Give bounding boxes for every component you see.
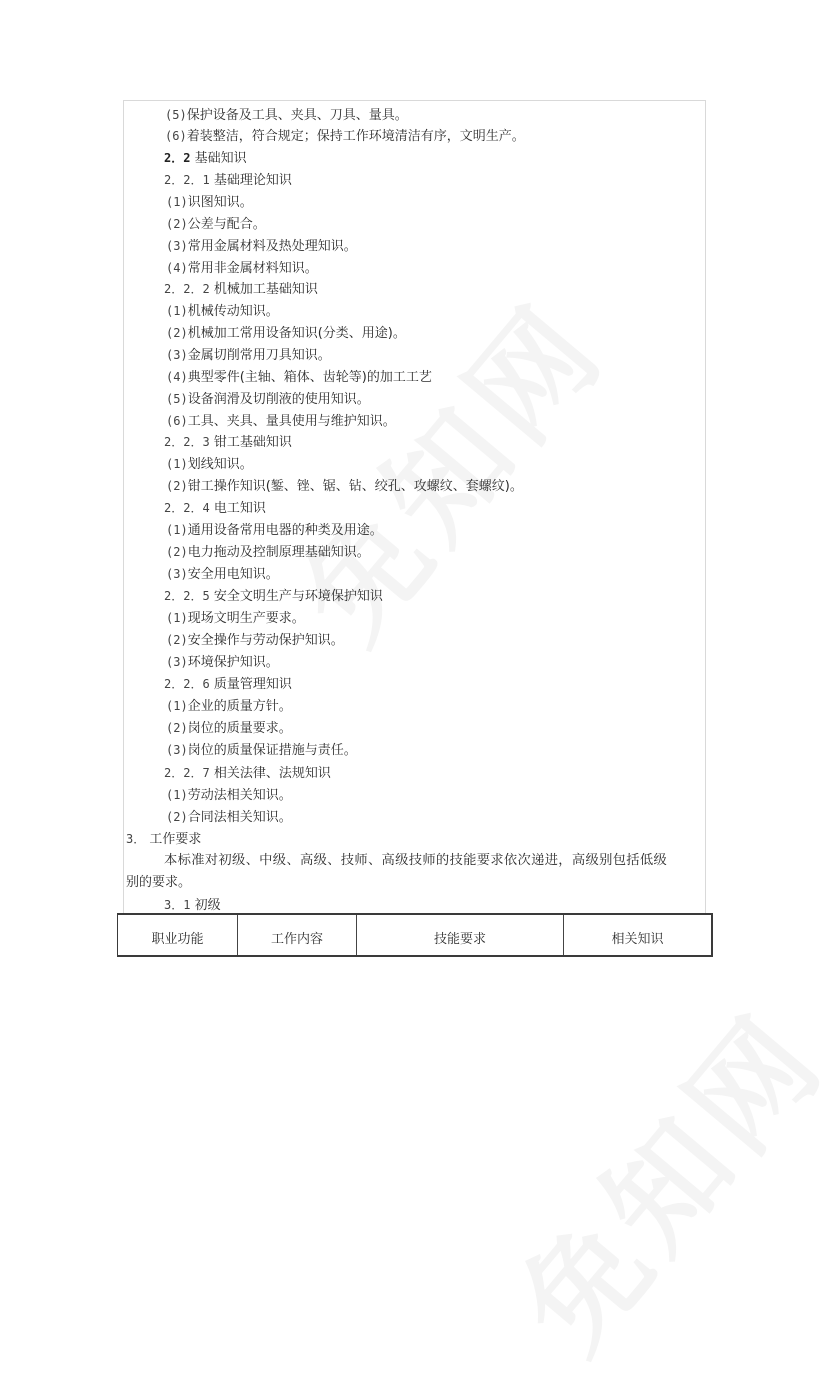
list-item: (2)安全操作与劳动保护知识。 [166,633,344,648]
paragraph-continuation: 别的要求。 [126,875,192,890]
subsection-heading: 2．2．2 机械加工基础知识 [164,282,318,297]
watermark [474,971,830,1380]
list-item: (2)钳工操作知识(錾、锉、锯、钻、绞孔、攻螺纹、套螺纹)。 [166,479,523,494]
list-item: (2)机械加工常用设备知识(分类、用途)。 [166,326,406,341]
section-heading: 3． 工作要求 [126,832,202,847]
list-item: (2)公差与配合。 [166,217,266,232]
subsection-heading: 2．2．5 安全文明生产与环境保护知识 [164,589,383,604]
table-header-cell: 职业功能 [118,915,238,955]
table-header-cell: 相关知识 [611,931,664,947]
list-item: (1)机械传动知识。 [166,304,279,319]
subsection-heading: 2．2．4 电工知识 [164,501,266,516]
list-item: (5)设备润滑及切削液的使用知识。 [166,392,370,407]
list-item: (1)识图知识。 [166,195,253,210]
section-heading: 2．2 基础知识 [164,151,247,166]
list-item: (5)保护设备及工具、夹具、刀具、量具。 [165,108,408,123]
list-item: (3)金属切削常用刀具知识。 [166,348,331,363]
list-item: (3)岗位的质量保证措施与责任。 [166,743,357,758]
list-item: (3)环境保护知识。 [166,655,279,670]
subsection-heading: 2．2．3 钳工基础知识 [164,435,292,450]
skills-table [117,913,713,957]
list-item: (1)企业的质量方针。 [166,699,292,714]
list-item: (6)工具、夹具、量具使用与维护知识。 [166,414,396,429]
list-item: (2)电力拖动及控制原理基础知识。 [166,545,370,560]
list-item: (1)划线知识。 [166,457,253,472]
subsection-heading: 2．2．6 质量管理知识 [164,677,292,692]
list-item: (4)典型零件(主轴、箱体、齿轮等)的加工工艺 [166,370,432,385]
table-header-cell: 工作内容 [238,915,357,955]
list-item: (2)岗位的质量要求。 [166,721,292,736]
subsection-heading: 2．2．7 相关法律、法规知识 [164,766,331,781]
subsection-heading: 3．1 初级 [164,898,221,913]
paragraph: 本标准对初级、中级、高级、技师、高级技师的技能要求依次递进，高级别包括低级 [164,853,668,868]
list-item: (6)着装整洁，符合规定；保持工作环境清洁有序，文明生产。 [165,129,525,144]
list-item: (1)劳动法相关知识。 [166,788,292,803]
table-header-cell: 技能要求 [357,915,564,955]
list-item: (3)安全用电知识。 [166,567,279,582]
list-item: (1)通用设备常用电器的种类及用途。 [166,523,383,538]
list-item: (2)合同法相关知识。 [166,810,292,825]
list-item: (4)常用非金属材料知识。 [166,261,318,276]
list-item: (3)常用金属材料及热处理知识。 [166,239,357,254]
list-item: (1)现场文明生产要求。 [166,611,305,626]
subsection-heading: 2．2．1 基础理论知识 [164,173,292,188]
